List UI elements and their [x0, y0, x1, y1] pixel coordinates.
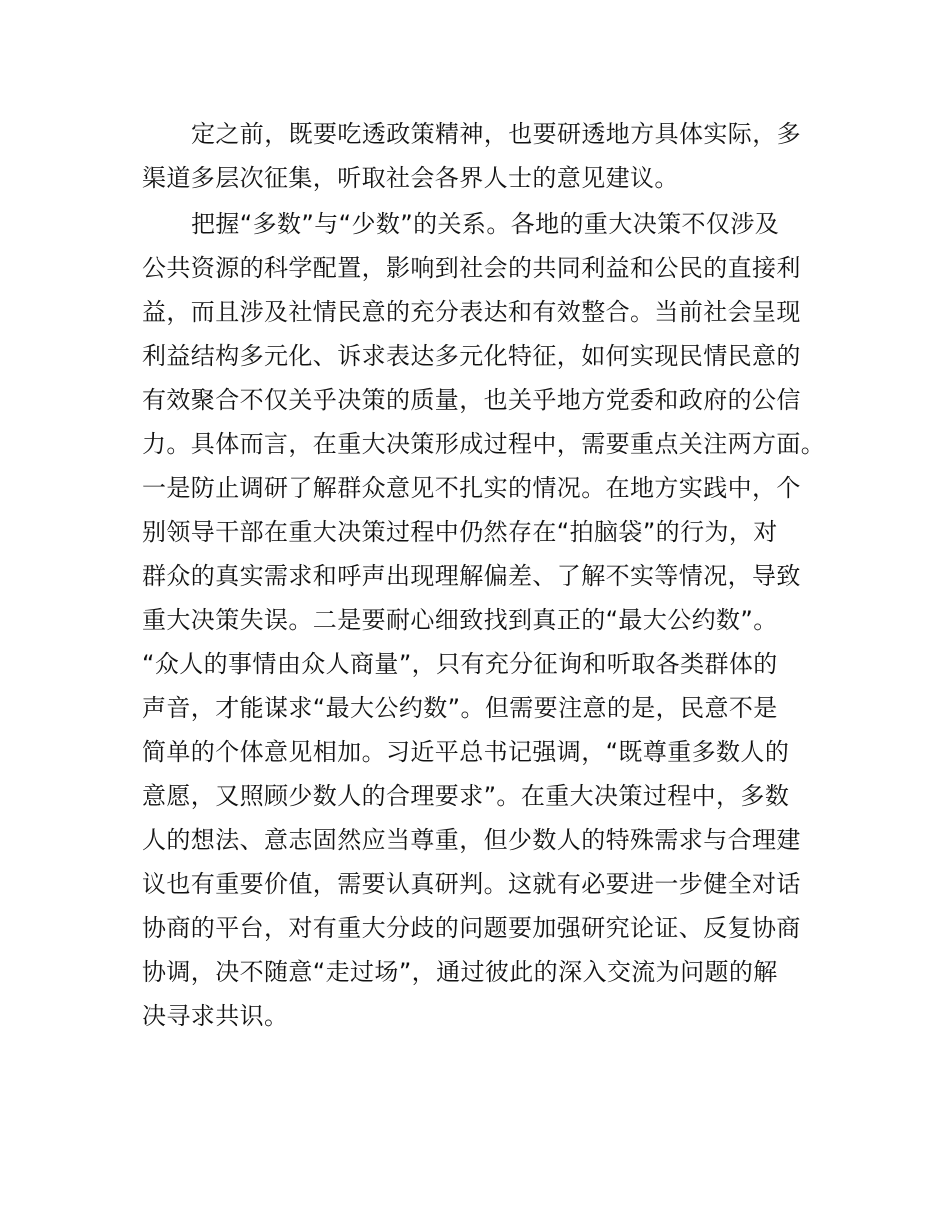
text-line: 利益结构多元化、诉求表达多元化特征，如何实现民情民意的 [142, 342, 801, 370]
text-line: 益，而且涉及社情民意的充分表达和有效整合。当前社会呈现 [142, 298, 801, 326]
text-line: 议也有重要价值，需要认真研判。这就有必要进一步健全对话 [142, 870, 801, 898]
paragraph-2 [142, 212, 842, 1028]
text-line: 人的想法、意志固然应当尊重，但少数人的特殊需求与合理建 [142, 826, 801, 854]
text-line: 有效聚合不仅关乎决策的质量，也关乎地方党委和政府的公信 [142, 386, 801, 414]
paragraph-1 [142, 122, 842, 190]
text-line: 协调，决不随意“走过场”，通过彼此的深入交流为问题的解 [142, 958, 778, 986]
text-line: 把握“多数”与“少数”的关系。各地的重大决策不仅涉及 [191, 210, 780, 238]
text-line: 意愿，又照顾少数人的合理要求”。在重大决策过程中，多数 [142, 782, 790, 810]
text-line: 渠道多层次征集，听取社会各界人士的意见建议。 [142, 164, 679, 192]
text-line: 协商的平台，对有重大分歧的问题要加强研究论证、反复协商 [142, 914, 801, 942]
text-line: 群众的真实需求和呼声出现理解偏差、了解不实等情况，导致 [142, 562, 801, 590]
text-line: 定之前，既要吃透政策精神，也要研透地方具体实际，多 [191, 120, 801, 148]
text-line: 力。具体而言，在重大决策形成过程中，需要重点关注两方面。 [142, 430, 826, 458]
text-line: 公共资源的科学配置，影响到社会的共同利益和公民的直接利 [142, 254, 801, 282]
text-line: 一是防止调研了解群众意见不扎实的情况。在地方实践中，个 [142, 474, 801, 502]
text-line: 决寻求共识。 [142, 1002, 289, 1030]
text-line: 别领导干部在重大决策过程中仍然存在“拍脑袋”的行为，对 [142, 518, 778, 546]
text-line: 声音，才能谋求“最大公约数”。但需要注意的是，民意不是 [142, 694, 778, 722]
text-line: 简单的个体意见相加。习近平总书记强调，“既尊重多数人的 [142, 738, 790, 766]
text-line: 重大决策失误。二是要耐心细致找到真正的“最大公约数”。 [142, 606, 778, 634]
text-line: “众人的事情由众人商量”，只有充分征询和听取各类群体的 [142, 650, 778, 678]
document-body [142, 122, 842, 1048]
